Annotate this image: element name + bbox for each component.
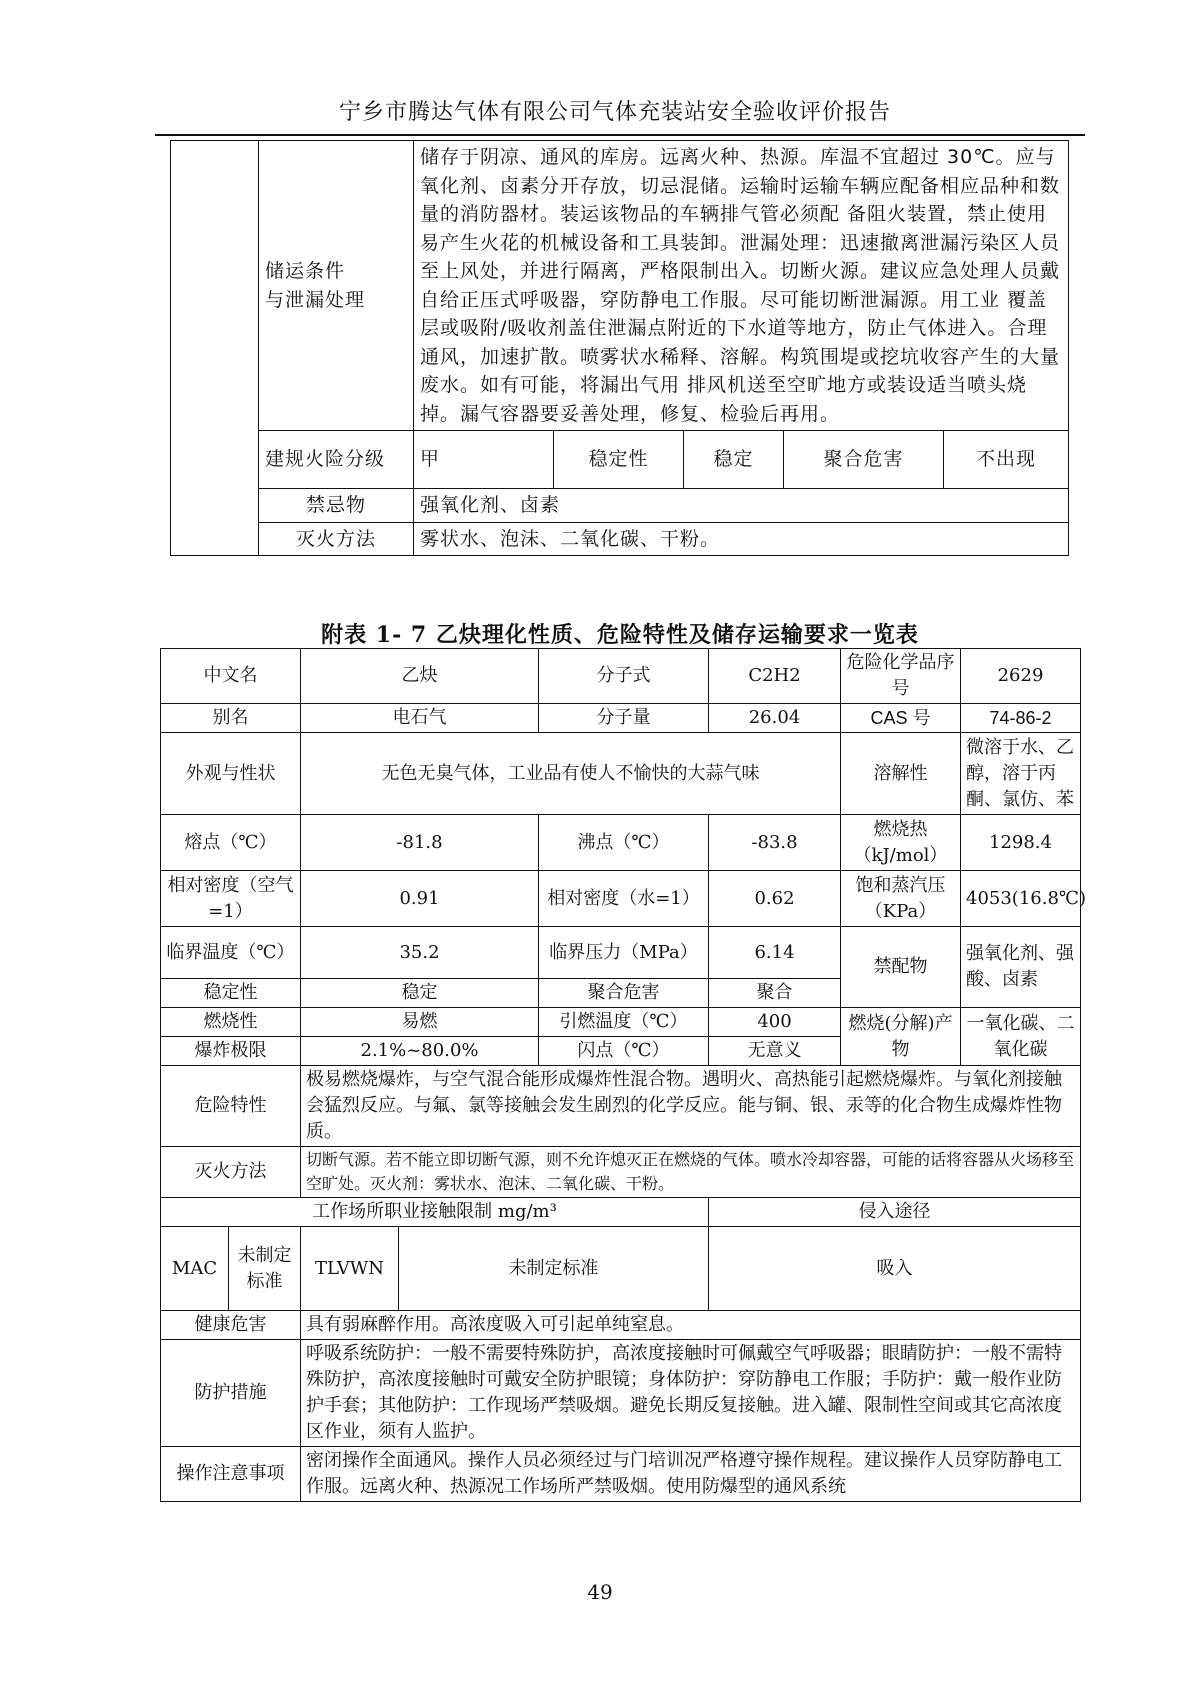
hazard-label: 危险特性 [161, 1066, 301, 1147]
incompat-label: 禁忌物 [259, 489, 414, 523]
storage-text: 储存于阴凉、通风的库房。远离火种、热源。库温不宜超过 30℃。应与氧化剂、卤素分开存放，切忌混储。运输时运输车辆应配备相应品种和数量的消防器材。装运该物品的车辆排气管必须配 备阻火装置，禁止使用易产生火花的机械设备和工具装卸。泄漏处理：迅速撤离泄漏污染区人员至上风处，并进行隔离，严格限制出入。切断火源。建议应急处理人员戴自给正压式呼吸器，穿防静电工作服。尽可能切断泄漏源。用工业 覆盖层或吸附/吸收剂盖住泄漏点附近的下水道等地方，防止气体进入。合理通风，加速扩散。喷雾状水稀释、溶解。构筑围堤或挖坑收容产生的大量废水。如有可能，将漏出气用 排风机送至空旷地方或装设适当喷头烧掉。漏气容器要妥善处理，修复、检验后再用。 [414, 141, 1069, 431]
fire-class-value: 甲 [414, 431, 554, 489]
route-value: 吸入 [709, 1227, 1081, 1311]
bp-value: -83.8 [709, 815, 841, 871]
ignition-value: 400 [709, 1008, 841, 1037]
cas-value: 74-86-2 [961, 704, 1081, 733]
alias-label: 别名 [161, 704, 301, 733]
hazchem-label: 危险化学品序号 [841, 649, 961, 704]
blank-section-cell [171, 141, 259, 556]
operation-label: 操作注意事项 [161, 1447, 301, 1502]
stability-label: 稳定性 [161, 979, 301, 1008]
mac-value: 未制定标准 [229, 1227, 301, 1311]
rd-air-label: 相对密度（空气=1） [161, 871, 301, 927]
cp-label: 临界压力（MPa） [539, 927, 709, 979]
page-number: 49 [587, 1580, 613, 1604]
mw-label: 分子量 [539, 704, 709, 733]
polymer-value: 不出现 [944, 431, 1069, 489]
route-label: 侵入途径 [709, 1198, 1081, 1227]
flash-value: 无意义 [709, 1037, 841, 1066]
mac-label: MAC [161, 1227, 229, 1311]
appearance-label: 外观与性状 [161, 733, 301, 815]
extinguish-label: 灭火方法 [259, 522, 414, 556]
solubility-value: 微溶于水、乙醇，溶于丙酮、氯仿、苯 [961, 733, 1081, 815]
rd-water-value: 0.62 [709, 871, 841, 927]
stability-value: 稳定 [301, 979, 539, 1008]
flash-label: 闪点（℃） [539, 1037, 709, 1066]
flammability-label: 燃烧性 [161, 1008, 301, 1037]
stability-label: 稳定性 [554, 431, 684, 489]
exposure-label: 工作场所职业接触限制 mg/m³ [161, 1198, 709, 1227]
polymer-label: 聚合危害 [539, 979, 709, 1008]
ct-value: 35.2 [301, 927, 539, 979]
cn-name-value: 乙炔 [301, 649, 539, 704]
cn-name-label: 中文名 [161, 649, 301, 704]
mp-label: 熔点（℃） [161, 815, 301, 871]
flammability-value: 易燃 [301, 1008, 539, 1037]
operation-value: 密闭操作全面通风。操作人员必须经过与门培训况严格遵守操作规程。建议操作人员穿防静电工作服。远离火种、热源况工作场所严禁吸烟。使用防爆型的通风系统 [301, 1447, 1081, 1502]
combustion-value: 一氧化碳、二氧化碳 [961, 1008, 1081, 1066]
rd-air-value: 0.91 [301, 871, 539, 927]
continuation-table [170, 140, 1069, 556]
explosion-value: 2.1%~80.0% [301, 1037, 539, 1066]
mw-value: 26.04 [709, 704, 841, 733]
vp-value: 4053(16.8℃) [961, 871, 1081, 927]
page-header-title: 宁乡市腾达气体有限公司气体充装站安全验收评价报告 [338, 100, 891, 125]
cp-value: 6.14 [709, 927, 841, 979]
vp-label: 饱和蒸汽压（KPa） [841, 871, 961, 927]
fire-value: 切断气源。若不能立即切断气源，则不允许熄灭正在燃烧的气体。喷水冷却容器，可能的话将容器从火场移至空旷处。灭火剂：雾状水、泡沫、二氧化碳、干粉。 [301, 1147, 1081, 1198]
tlvwn-value: 未制定标准 [399, 1227, 709, 1311]
cas-label: CAS 号 [841, 704, 961, 733]
alias-value: 电石气 [301, 704, 539, 733]
heat-value: 1298.4 [961, 815, 1081, 871]
tlvwn-label: TLVWN [301, 1227, 399, 1311]
storage-label: 储运条件 与泄漏处理 [259, 141, 414, 431]
mp-value: -81.8 [301, 815, 539, 871]
header-divider [155, 134, 1085, 136]
ignition-label: 引燃温度（℃） [539, 1008, 709, 1037]
polymer-value: 聚合 [709, 979, 841, 1008]
fire-class-label: 建规火险分级 [259, 431, 414, 489]
ct-label: 临界温度（℃） [161, 927, 301, 979]
bp-label: 沸点（℃） [539, 815, 709, 871]
appearance-value: 无色无臭气体，工业品有使人不愉快的大蒜气味 [301, 733, 841, 815]
table-caption: 附表 1- 7 乙炔理化性质、危险特性及储存运输要求一览表 [321, 622, 919, 648]
protect-value: 呼吸系统防护：一般不需要特殊防护，高浓度接触时可佩戴空气呼吸器；眼睛防护：一般不需特殊防护，高浓度接触时可戴安全防护眼镜；身体防护：穿防静电工作服；手防护：戴一般作业防护手套；其他防护：工作现场严禁吸烟。避免长期反复接触。进入罐、限制性空间或其它高浓度区作业，须有人监护。 [301, 1340, 1081, 1447]
heat-label: 燃烧热（kJ/mol） [841, 815, 961, 871]
incompat-label: 禁配物 [841, 927, 961, 1008]
explosion-label: 爆炸极限 [161, 1037, 301, 1066]
extinguish-value: 雾状水、泡沫、二氧化碳、干粉。 [414, 522, 1069, 556]
stability-value: 稳定 [684, 431, 784, 489]
incompat-value: 强氧化剂、强酸、卤素 [961, 927, 1081, 1008]
protect-label: 防护措施 [161, 1340, 301, 1447]
hazchem-value: 2629 [961, 649, 1081, 704]
health-label: 健康危害 [161, 1311, 301, 1340]
acetylene-table [160, 648, 1087, 1502]
formula-label: 分子式 [539, 649, 709, 704]
formula-value: C2H2 [709, 649, 841, 704]
polymer-label: 聚合危害 [784, 431, 944, 489]
health-value: 具有弱麻醉作用。高浓度吸入可引起单纯窒息。 [301, 1311, 1081, 1340]
rd-water-label: 相对密度（水=1） [539, 871, 709, 927]
fire-label: 灭火方法 [161, 1147, 301, 1198]
hazard-value: 极易燃烧爆炸，与空气混合能形成爆炸性混合物。遇明火、高热能引起燃烧爆炸。与氧化剂接触会猛烈反应。与氟、氯等接触会发生剧烈的化学反应。能与铜、银、汞等的化合物生成爆炸性物质。 [301, 1066, 1081, 1147]
combustion-label: 燃烧(分解)产物 [841, 1008, 961, 1066]
solubility-label: 溶解性 [841, 733, 961, 815]
incompat-value: 强氧化剂、卤素 [414, 489, 1069, 523]
